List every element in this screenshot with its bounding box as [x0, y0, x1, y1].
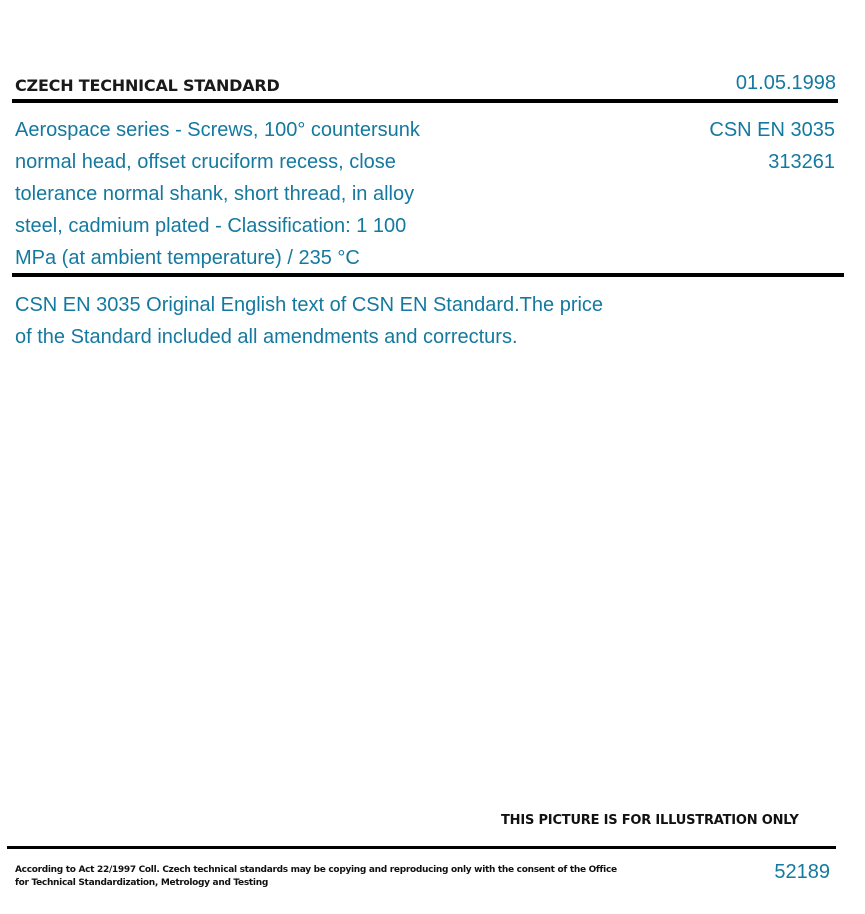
legal-notice [15, 864, 617, 890]
title-line: Aerospace series - Screws, 100° countersunk [15, 119, 420, 141]
illustration-note: THIS PICTURE IS FOR ILLUSTRATION ONLY [501, 813, 799, 828]
catalog-number: 313261 [768, 151, 835, 173]
standard-description [15, 289, 603, 353]
description-line: of the Standard included all amendments and correcturs. [15, 326, 518, 348]
footer-divider [7, 846, 836, 849]
title-divider [12, 273, 844, 277]
title-line: tolerance normal shank, short thread, in alloy [15, 183, 415, 205]
document-heading: CZECH TECHNICAL STANDARD [15, 76, 280, 95]
legal-line: According to Act 22/1997 Coll. Czech technical standards may be copying and reproducing only with the consent of the Office [15, 865, 617, 875]
title-line: steel, cadmium plated - Classification: 1 100 [15, 215, 407, 237]
title-line: MPa (at ambient temperature) / 235 °C [15, 247, 360, 269]
standard-identifiers [709, 114, 835, 178]
header-divider [12, 99, 838, 103]
standard-code: CSN EN 3035 [709, 119, 835, 141]
document-number: 52189 [774, 861, 830, 883]
title-line: normal head, offset cruciform recess, close [15, 151, 396, 173]
description-line: CSN EN 3035 Original English text of CSN EN Standard.The price [15, 294, 604, 316]
legal-line: for Technical Standardization, Metrology and Testing [15, 878, 268, 888]
publication-date: 01.05.1998 [735, 72, 836, 94]
standard-title [15, 114, 485, 274]
